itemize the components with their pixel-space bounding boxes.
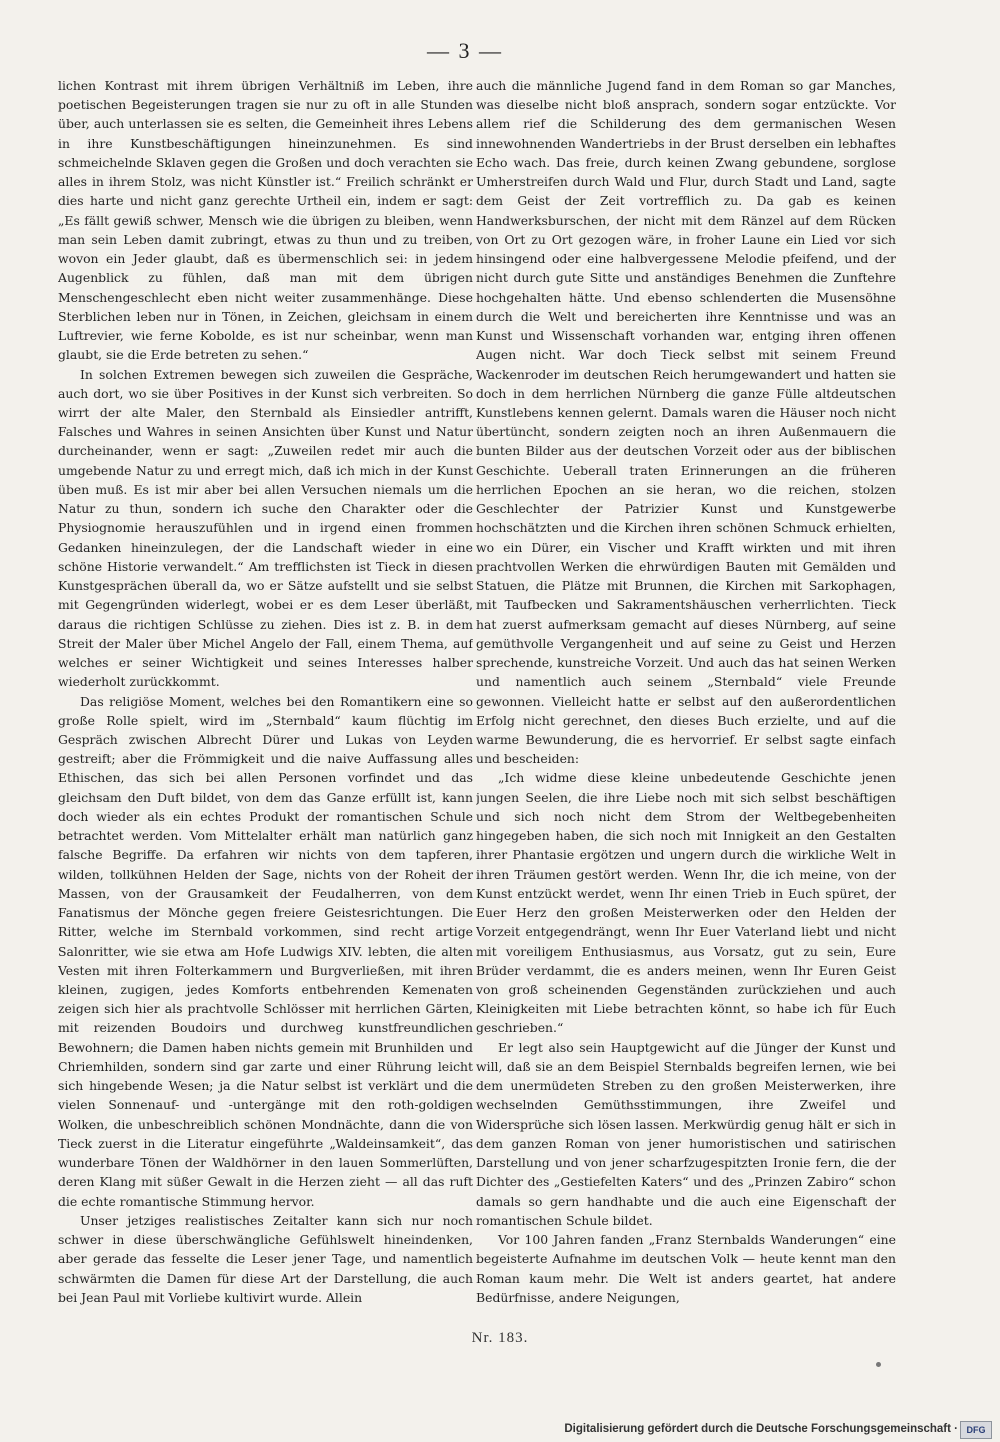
paragraph: Er legt also sein Hauptgewicht auf die Jünger der Kunst und will, daß sie an dem Beispiel Sternbalds begreifen lernen, wie bei dem unermüdeten Streben zu den großen Meisterwerken, ihre wechselnden Gemüthsstimmungen, ihre Zweifel und Widersprüche sich lösen lassen. Merkwürdig genug hält er sich in dem ganzen Roman von jener humoristischen und satirischen Darstellung und von jener scharfzugespitzten Ironie fern, die der Dichter des „Gestiefelten Katers“ und des „Prinzen Zabiro“ schon damals so gern handhabte und die auch eine Eigenschaft der romantischen Schule bildet. [476, 1039, 896, 1228]
paragraph: Unser jetziges realistisches Zeitalter kann sich nur noch schwer in diese überschwängliche Gefühlswelt hineindenken, aber gerade das fesselte die Leser jener Tage, und namentlich schwärmten die Damen für diese Art der Darstellung, die auch bei Jean Paul mit Vorliebe kultivirt wurde. Allein [58, 1212, 473, 1305]
paragraph: auch die männliche Jugend fand in dem Roman so gar Manches, was dieselbe nicht bloß ansprach, sondern sogar entzückte. Vor allem rief die Schilderung des dem germanischen Wesen innewohnenden Wandertriebs in der Brust derselben ein lebhaftes Echo wach. Das freie, durch keinen Zwang gebundene, sorglose Umherstreifen durch Wald und Flur, durch Stadt und Land, sagte dem Geist der Zeit vortrefflich zu. Da gab es keinen Handwerksburschen, der nicht mit dem Ränzel auf dem Rücken von Ort zu Ort gezogen wäre, in froher Laune ein Lied vor sich hinsingend oder eine halbvergessene Melodie pfeifend, und der nicht durch gute Sitte und anständiges Benehmen die Zunftehre hochgehalten hätte. Und ebenso schlenderten die Musensöhne durch die Welt und bereicherten ihre Kenntnisse und was an Kunst und Wissenschaft vorhanden war, entging ihren offenen Augen nicht. War doch Tieck selbst mit seinem Freund Wackenroder im deutschen Reich herumgewandert und hatten sie doch in dem herrlichen Nürnberg die ganze Fülle altdeutschen Kunstlebens kennen gelernt. Damals waren die Häuser noch nicht übertüncht, sondern zeigten noch an ihren Außenmauern die bunten Bilder aus der deutschen Vorzeit oder aus der biblischen Geschichte. Ueberall traten Erinnerungen an die früheren herrlichen Epochen an sie heran, wo die reichen, stolzen Geschlechter der Patrizier Kunst und Kunstgewerbe hochschätzten und die Kirchen ihren schönen Schmuck erhielten, wo ein Dürer, ein Vischer und Krafft wirkten und mit ihren prachtvollen Werken die ehrwürdigen Bauten mit Gemälden und Statuen, die Plätze mit Brunnen, die Kirchen mit Sarkophagen, mit Taufbecken und Sakramentshäuschen verherrlichten. Tieck hat zuerst aufmerksam gemacht auf dieses Nürnberg, auf seine gemüthvolle Vergangenheit und auf seine zu Geist und Herzen sprechende, kunstreiche Vorzeit. Und auch das hat seinen Werken und namentlich auch seinem „Sternbald“ viele Freunde gewonnen. Vielleicht hatte er selbst auf den außerordentlichen Erfolg nicht gerechnet, den dieses Buch erzielte, und auf die warme Bewunderung, die es hervorrief. Er selbst sagte einfach und bescheiden: [476, 78, 896, 767]
page-number: — 3 — [427, 38, 503, 63]
speck-mark [876, 1362, 881, 1367]
quotation-paragraph: „Ich widme diese kleine unbedeutende Geschichte jenen jungen Seelen, die ihre Liebe noch mit sich selbst beschäftigen und sich noch nicht dem Strom der Weltbegebenheiten hingegeben haben, die sich noch mit Innigkeit an den Gestalten ihrer Phantasie ergötzen und ungern durch die wirkliche Welt in ihren Träumen gestört werden. Wenn Ihr, die ich meine, von der Kunst entzückt werdet, wenn Ihr einen Trieb in Euch spüret, der Euer Herz den großen Meisterwerken oder den Helden der Vorzeit entgegendrängt, wenn Ihr Euer Vaterland liebt und nicht mit voreiligem Enthusiasmus, aus Vorsatz, gut zu sein, Eure Brüder verdammt, die es anders meinen, wenn Ihr Euren Geist von groß scheinenden Gegenständen zurückziehen und auch Kleinigkeiten mit Liebe betrachten könnt, so habe ich für Euch geschrieben.“ [476, 770, 896, 1036]
paragraph: Das religiöse Moment, welches bei den Romantikern eine so große Rolle spielt, wird im „Sternbald“ kaum flüchtig im Gespräch zwischen Albrecht Dürer und Lukas von Leyden gestreift; aber die Frömmigkeit und die naive Auffassung alles Ethischen, das sich bei allen Personen vorfindet und das gleichsam den Duft bildet, von dem das Ganze erfüllt ist, kann doch wieder als ein echtes Produkt der romantischen Schule betrachtet werden. Vom Mittelalter erhält man natürlich ganz falsche Begriffe. Da erfahren wir nichts von dem tapferen, wilden, tollkühnen Helden der Sage, nichts von der Roheit der Massen, von der Grausamkeit der Feudalherren, von dem Fanatismus der Mönche gegen freiere Geistesrichtungen. Die Ritter, welche im Sternbald vorkommen, sind recht artige Salonritter, wie sie etwa am Hofe Ludwigs XIV. lebten, die alten Vesten mit ihren Folterkammern und Burgverließen, mit ihren kleinen, zugigen, jedes Komforts entbehrenden Kemenaten zeigen sich hier als prachtvolle Schlösser mit herrlichen Gärten, mit reizenden Boudoirs und durchweg kunstfreundlichen Bewohnern; die Damen haben nichts gemein mit Brunhilden und Chriemhilden, sondern sind gar zarte und einer Rührung leicht sich hingebende Wesen; ja die Natur selbst ist verklärt und die vielen Sonnenauf- und -untergänge mit den roth-goldigen Wolken, die unbeschreiblich schönen Mondnächte, dann die von Tieck zuerst in die Literatur eingeführte „Waldeinsamkeit“, das wunderbare Tönen der Waldhörner in den lauen Sommerlüften, deren Klang mit süßer Gewalt in die Herzen zieht — all das ruft die echte romantische Stimmung hervor. [58, 693, 473, 1209]
right-text-column [476, 76, 896, 1311]
funding-note: Digitalisierung gefördert durch die Deutsche Forschungsgemeinschaft · [564, 1423, 958, 1435]
paragraph: In solchen Extremen bewegen sich zuweilen die Gespräche, auch dort, wo sie über Positives in der Kunst sich verbreiten. So wirrt der alte Maler, den Sternbald als Einsiedler antrifft, Falsches und Wahres in seinen Ansichten über Kunst und Natur durcheinander, wenn er sagt: „Zuweilen redet mir auch die umgebende Natur zu und erregt mich, daß ich mich in der Kunst üben muß. Es ist mir aber bei allen Versuchen niemals um die Natur zu thun, sondern ich suche den Charakter oder die Physiognomie herauszufühlen und in irgend einen frommen Gedanken hineinzulegen, der die Landschaft wieder in eine schöne Historie verwandelt.“ Am trefflichsten ist Tieck in diesen Kunstgesprächen überall da, wo er Sätze aufstellt und sie selbst mit Gegengründen widerlegt, wobei er es dem Leser überläßt, daraus die richtigen Schlüsse zu ziehen. Dies ist z. B. in dem Streit der Maler über Michel Angelo der Fall, einem Thema, auf welches er seiner Wichtigkeit und seines Interesses halber wiederholt zurückkommt. [58, 366, 473, 690]
dfg-logo-icon[interactable]: DFG [960, 1421, 992, 1439]
paragraph: Vor 100 Jahren fanden „Franz Sternbalds Wanderungen“ eine begeisterte Aufnahme im deutschen Volk — heute kennt man den Roman kaum mehr. Die Welt ist anders geartet, hat andere Bedürfnisse, andere Neigungen, [476, 1232, 896, 1305]
issue-number: Nr. 183. [471, 1330, 529, 1346]
left-text-column [58, 76, 473, 1311]
paragraph: lichen Kontrast mit ihrem übrigen Verhältniß im Leben, ihre poetischen Begeisterungen tragen sie nur zu oft in alle Stunden über, auch unterlassen sie es selten, die Gemeinheit ihres Lebens in ihre Kunstbeschäftigungen hineinzunehmen. Es sind schmeichelnde Sklaven gegen die Großen und doch verachten sie alles in ihrem Stolz, was nicht Künstler ist.“ Freilich schränkt er dies harte und nicht ganz gerechte Urtheil ein, indem er sagt: „Es fällt gewiß schwer, Mensch wie die übrigen zu bleiben, wenn man sein Leben damit zubringt, etwas zu thun und zu treiben, wovon ein Jeder glaubt, daß es übermenschlich sei: in jedem Augenblick zu fühlen, daß man mit dem übrigen Menschengeschlecht eben nicht weiter zusammenhänge. Diese Sterblichen leben nur in Tönen, in Zeichen, gleichsam in einem Luftrevier, wie ferne Kobolde, es ist nur scheinbar, wenn man glaubt, sie die Erde betreten zu sehen.“ [58, 78, 473, 363]
